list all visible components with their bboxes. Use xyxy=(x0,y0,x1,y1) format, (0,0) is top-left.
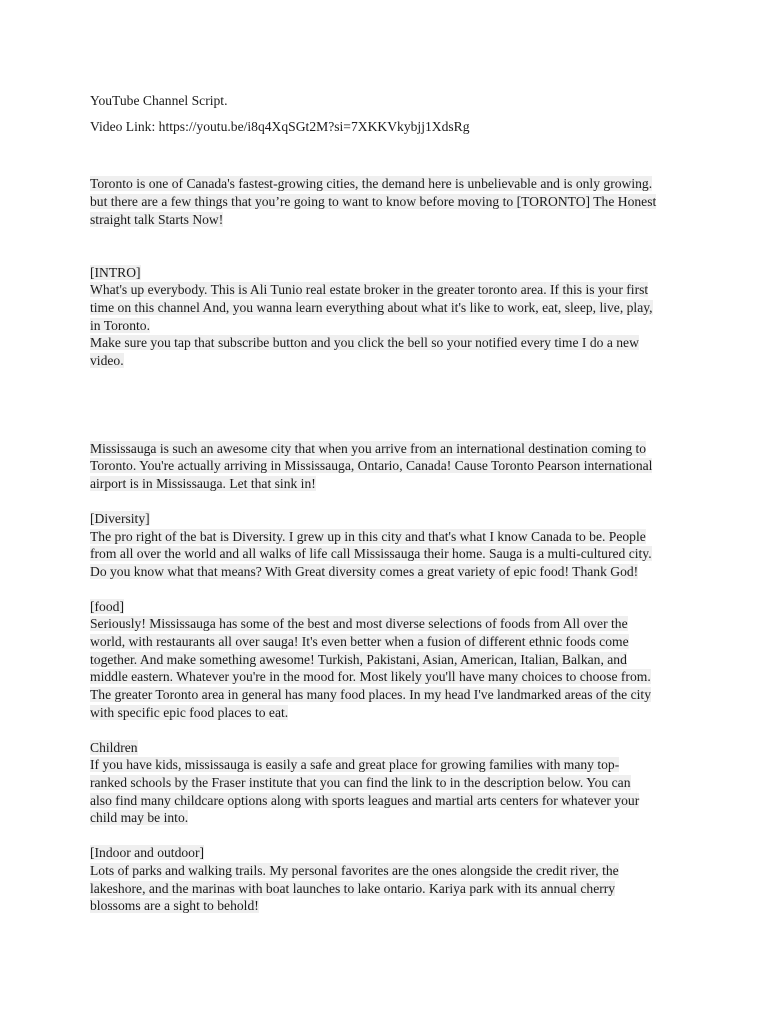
text-line: Mississauga is such an awesome city that when you arrive from an international destination coming to xyxy=(90,440,647,456)
text-line: airport is in Mississauga. Let that sink in! xyxy=(90,476,316,492)
text-line: Toronto is one of Canada's fastest-growing cities, the demand here is unbelievable and is only growing. xyxy=(90,176,653,192)
text-line: Seriously! Mississauga has some of the best and most diverse selections of foods from All over the xyxy=(90,616,628,632)
text-line: If you have kids, mississauga is easily a safe and great place for growing families with many top- xyxy=(90,757,620,773)
paragraph-intro xyxy=(90,264,690,370)
text-line: [food] xyxy=(90,598,124,614)
text-line: from all over the world and all walks of life call Mississauga their home. Sauga is a multi-cultured city. xyxy=(90,546,652,562)
text-line: Do you know what that means? With Great diversity comes a great variety of epic food! Thank God! xyxy=(90,563,639,579)
paragraph-food xyxy=(90,598,690,722)
text-line: The pro right of the bat is Diversity. I grew up in this city and that's what I know Canada to be. People xyxy=(90,528,646,544)
text-line: Video Link: https://youtu.be/i8q4XqSGt2M?si=7XKKVkybjj1XdsRg xyxy=(90,118,470,134)
text-line: ranked schools by the Fraser institute that you can find the link to in the description below. You can xyxy=(90,774,631,790)
text-line: The greater Toronto area in general has many food places. In my head I've landmarked areas of the city xyxy=(90,687,651,703)
text-line: Make sure you tap that subscribe button and you click the bell so your notified every time I do a new xyxy=(90,335,639,351)
paragraph-script-title xyxy=(90,92,690,110)
paragraph-mississauga xyxy=(90,440,690,493)
text-line: Children xyxy=(90,739,138,755)
paragraph-video-link xyxy=(90,118,690,136)
text-line: but there are a few things that you’re going to want to know before moving to [TORONTO] The Honest xyxy=(90,194,657,210)
text-line: video. xyxy=(90,353,124,369)
text-line: world, with restaurants all over sauga! It's even better when a fusion of different ethnic foods come xyxy=(90,634,629,650)
text-line: with specific epic food places to eat. xyxy=(90,704,289,720)
text-line: What's up everybody. This is Ali Tunio real estate broker in the greater toronto area. If this is your first xyxy=(90,282,649,298)
text-line: straight talk Starts Now! xyxy=(90,211,224,227)
text-line: child may be into. xyxy=(90,810,189,826)
text-line: together. And make something awesome! Turkish, Pakistani, Asian, American, Italian, Balkan, and xyxy=(90,651,627,667)
paragraph-children xyxy=(90,739,690,828)
text-line: lakeshore, and the marinas with boat launches to lake ontario. Kariya park with its annual cherry xyxy=(90,880,616,896)
text-line: middle eastern. Whatever you're in the mood for. Most likely you'll have many choices to choose from. xyxy=(90,669,651,685)
text-line: in Toronto. xyxy=(90,317,150,333)
text-line: time on this channel And, you wanna learn everything about what it's like to work, eat, sleep, live, play, xyxy=(90,299,653,315)
paragraph-indoor-outdoor xyxy=(90,844,690,915)
text-line: Toronto. You're actually arriving in Mississauga, Ontario, Canada! Cause Toronto Pearson international xyxy=(90,458,653,474)
text-line: also find many childcare options along with sports leagues and martial arts centers for whatever your xyxy=(90,792,640,808)
paragraph-opening xyxy=(90,175,690,228)
document-body xyxy=(90,92,690,915)
text-line: blossoms are a sight to behold! xyxy=(90,898,259,914)
text-line: YouTube Channel Script. xyxy=(90,93,228,108)
text-line: [Diversity] xyxy=(90,510,150,526)
text-line: Lots of parks and walking trails. My personal favorites are the ones alongside the credit river, the xyxy=(90,862,619,878)
text-line: [INTRO] xyxy=(90,264,141,280)
text-line: [Indoor and outdoor] xyxy=(90,845,205,861)
paragraph-diversity xyxy=(90,510,690,581)
